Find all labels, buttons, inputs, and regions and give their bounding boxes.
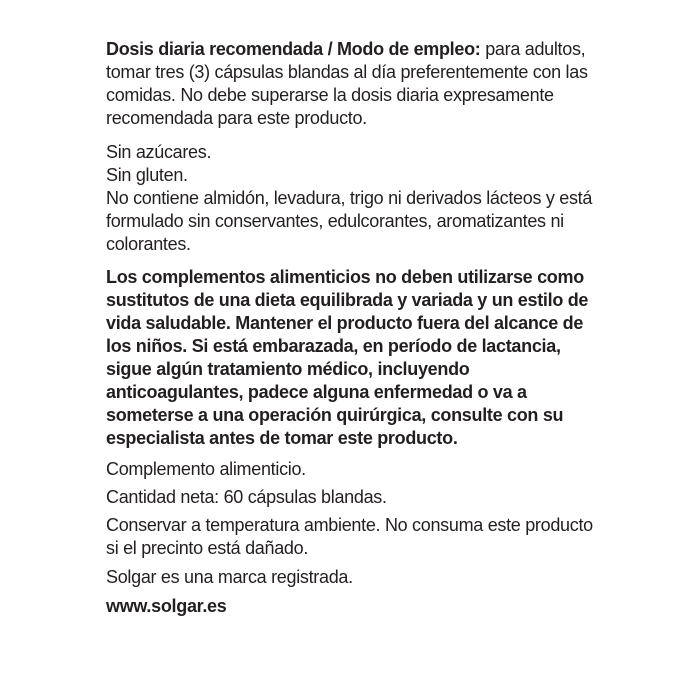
net-quantity: Cantidad neta: 60 cápsulas blandas.	[106, 487, 387, 507]
product-label-text	[106, 38, 596, 618]
additive-free-line: No contiene almidón, levadura, trigo ni derivados lácteos y está formulado sin conservantes, edulcorantes, aromatizantes ni colorantes.	[106, 188, 593, 254]
dosage-paragraph	[106, 38, 596, 130]
gluten-free-line: Sin gluten.	[106, 165, 188, 185]
storage-instructions: Conservar a temperatura ambiente. No consuma este producto si el precinto está dañado.	[106, 515, 593, 558]
free-from-paragraph	[106, 141, 596, 256]
dosage-heading: Dosis diaria recomendada / Modo de empleo:	[106, 39, 481, 59]
website-link[interactable]: www.solgar.es	[106, 596, 227, 616]
warning-paragraph: Los complementos alimenticios no deben utilizarse como sustitutos de una dieta equilibrada y variada y un estilo de vida saludable. Mantener el producto fuera del alcance de los niños. Si está embarazada, en período de lactancia, sigue algún tratamiento médico, incluyendo anticoagulantes, padece alguna enfermedad o va a someterse a una operación quirúrgica, consulte con su especialista antes de tomar este producto.	[106, 267, 589, 448]
trademark-notice: Solgar es una marca registrada.	[106, 567, 353, 587]
product-type: Complemento alimenticio.	[106, 459, 306, 479]
sugar-free-line: Sin azúcares.	[106, 142, 212, 162]
dosage-text: para adultos, tomar tres (3) cápsulas blandas al día preferentemente con las comidas. No debe superarse la dosis diaria expresamente recomendada para este producto.	[106, 39, 588, 128]
